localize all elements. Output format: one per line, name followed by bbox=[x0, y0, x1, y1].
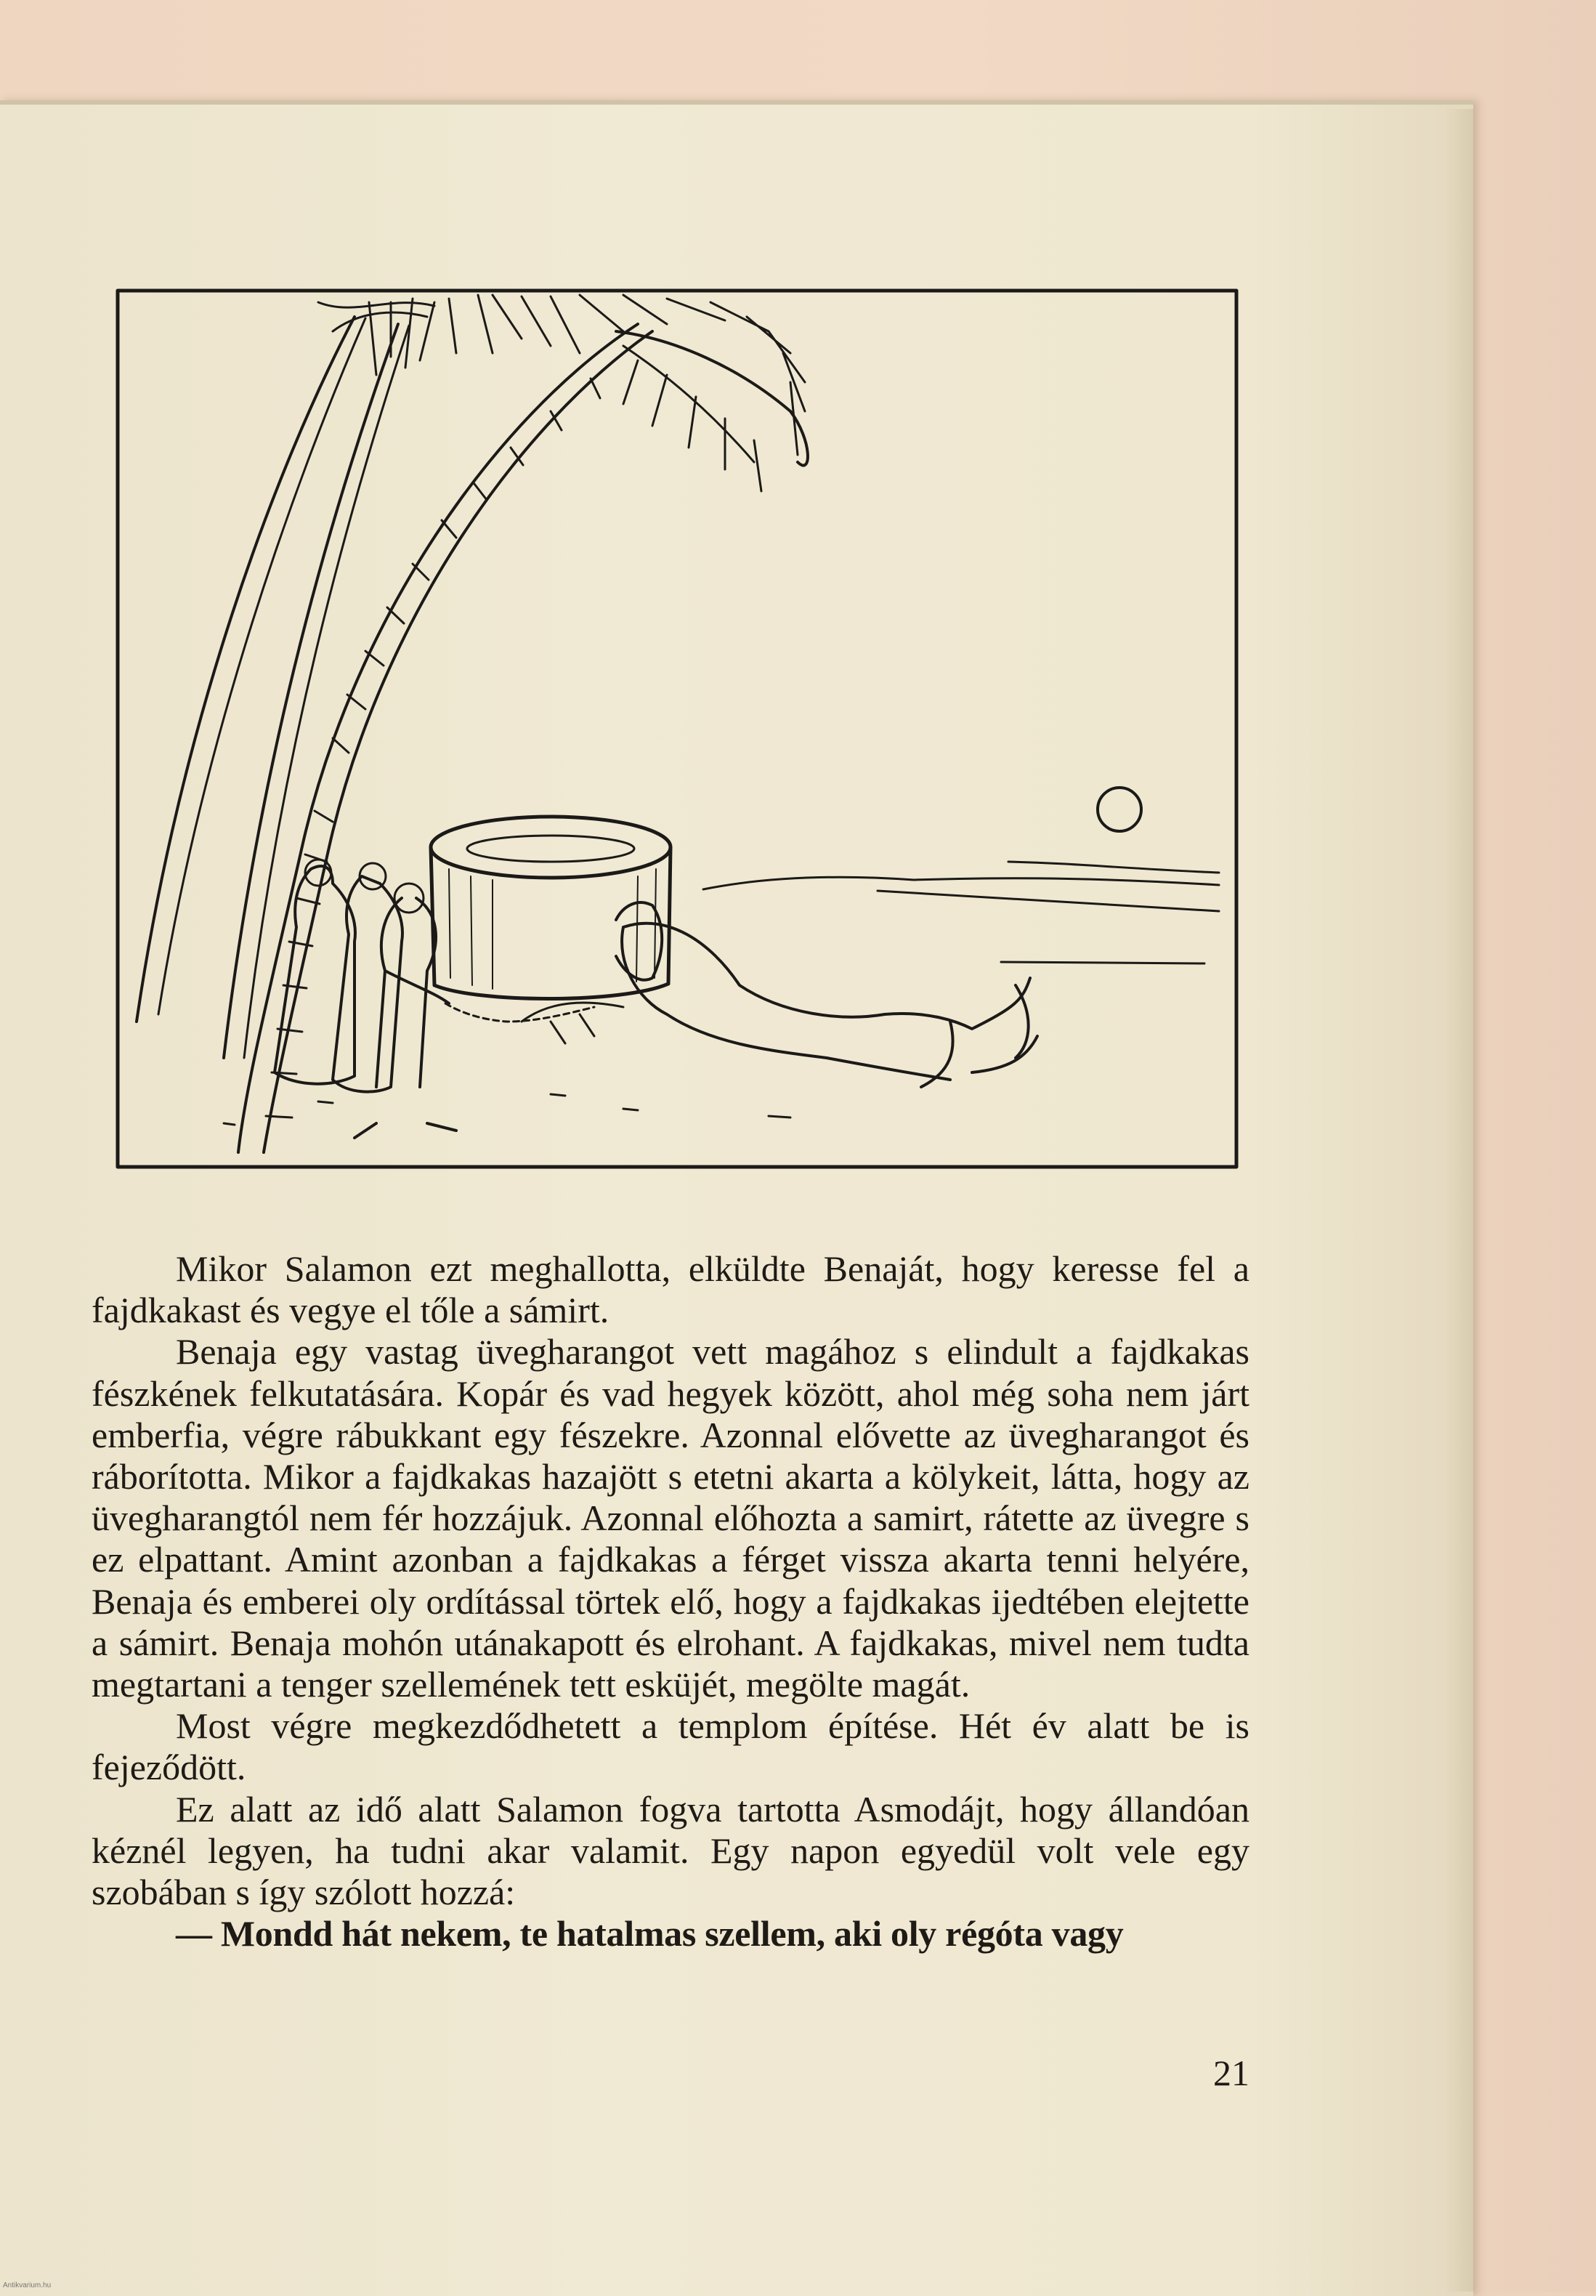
illustration-frame bbox=[118, 291, 1236, 1167]
reclining-figure bbox=[622, 923, 1037, 1087]
watermark: Antikvarium.hu bbox=[3, 2281, 52, 2289]
dialogue-line: — Mondd hát nekem, te hatalmas szellem, aki oly régóta vagy bbox=[176, 1913, 1124, 1955]
page-edge bbox=[1446, 109, 1473, 2292]
paragraph: Benaja egy vastag üvegharangot vett magához s elindult a fajdkakas fészkének felkutatására. Kopár és vad hegyek között, ahol még soha nem járt emberfia, végre rábukkant egy fészekre. Azonnal elővette az üvegharangot és ráborította. Mikor a fajdkakas hazajött s etetni akarta a kölykeit, látta, hogy az üvegharangtól nem fér hozzájuk. Azonnal előhozta a samirt, rátette az üvegre s ez elpattant. Amint azonban a fajdkakas a férget vissza akarta tenni helyére, Benaja és emberei oly ordítással törtek elő, hogy a fajdkakas ijedtében elejtette a sámirt. Benaja mohón utánakapott és elrohant. A fajdkakas, mivel nem tudta megtartani a tenger szellemének tett esküjét, megölte magát. bbox=[92, 1331, 1249, 1705]
sun bbox=[1098, 788, 1141, 831]
palm-trunk-middle bbox=[224, 324, 398, 1058]
chain bbox=[445, 1003, 594, 1022]
illustration-woodcut bbox=[115, 288, 1239, 1170]
palm-trunk-right bbox=[238, 324, 638, 1152]
illustration-drawing bbox=[115, 288, 1239, 1170]
paragraph: Ez alatt az idő alatt Salamon fogva tartotta Asmodájt, hogy állandóan kéznél legyen, ha tudni akar valamit. Egy napon egyedül volt vele egy szobában s így szólott hozzá: bbox=[92, 1788, 1249, 1913]
paragraph: Mikor Salamon ezt meghallotta, elküldte Benaját, hogy keresse fel a fajdkakast és vegye el tőle a sámirt. bbox=[92, 1248, 1249, 1331]
paragraph: Most végre megkezdődhetett a templom építése. Hét év alatt be is fejeződött. bbox=[92, 1705, 1249, 1788]
horizon-lines bbox=[703, 862, 1219, 963]
page-number: 21 bbox=[1213, 2053, 1249, 2093]
standing-figure-3 bbox=[355, 898, 456, 1138]
palm-fronds bbox=[318, 295, 805, 491]
body-text bbox=[92, 1248, 1249, 1955]
ground-marks bbox=[224, 1094, 790, 1125]
